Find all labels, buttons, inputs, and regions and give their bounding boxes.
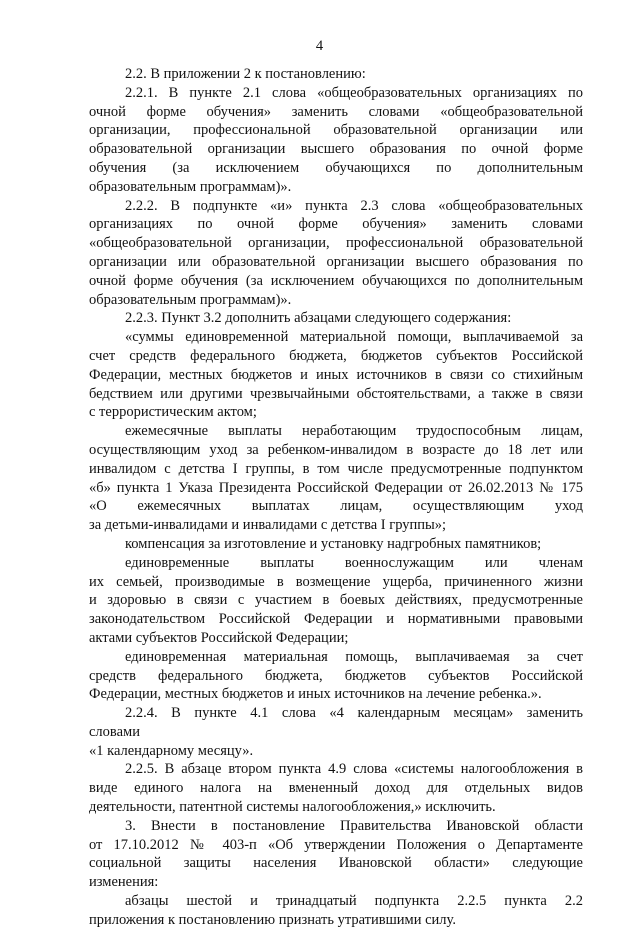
- text-line: 2.2.3. Пункт 3.2 дополнить абзацами следующего содержания:: [125, 310, 512, 327]
- text-line: организациях по очной форме обучения» заменить словами: [89, 216, 583, 233]
- text-line: единовременная материальная помощь, выплачиваемая за счет: [125, 648, 583, 665]
- text-line: очной форме обучения (за исключением обучающихся по дополнительным: [89, 272, 583, 289]
- text-line: изменения:: [89, 874, 159, 891]
- text-line: средств федерального бюджета, бюджетов субъектов Российской: [89, 667, 583, 684]
- text-line: организации, профессиональной образовательной организации или: [89, 122, 583, 139]
- text-line: образовательным программам)».: [89, 291, 292, 308]
- document-body: [89, 65, 583, 930]
- text-line: «суммы единовременной материальной помощи, выплачиваемой за: [125, 329, 583, 346]
- text-line: 2.2.5. В абзаце втором пункта 4.9 слова «системы налогообложения в: [125, 761, 583, 778]
- page-number: 4: [315, 38, 324, 54]
- text-line: Федерации, местных бюджетов и иных источников в связи со стихийным: [89, 366, 583, 383]
- text-line: образовательной организации высшего образования по очной форме: [89, 141, 583, 158]
- text-line: «1 календарному месяцу».: [89, 742, 254, 759]
- text-line: 2.2.1. В пункте 2.1 слова «общеобразовательных организациях по: [125, 84, 583, 101]
- text-line: виде единого налога на вмененный доход для отдельных видов: [89, 780, 583, 797]
- text-line: организации или образовательной организации высшего образования по: [89, 253, 583, 270]
- text-line: 3. Внести в постановление Правительства Ивановской области: [125, 817, 583, 834]
- text-line: счет средств федерального бюджета, бюджетов субъектов Российской: [89, 347, 583, 364]
- text-line: очной форме обучения» заменить словами «общеобразовательной: [89, 103, 583, 120]
- text-line: от 17.10.2012 № 403-п «Об утверждении Положения о Департаменте: [89, 836, 583, 853]
- text-line: компенсация за изготовление и установку надгробных памятников;: [125, 535, 542, 552]
- text-line: ежемесячные выплаты неработающим трудоспособным лицам,: [125, 423, 583, 440]
- text-line: единовременные выплаты военнослужащим или членам: [125, 554, 583, 571]
- text-line: образовательным программам)».: [89, 178, 292, 195]
- text-line: 2.2.4. В пункте 4.1 слова «4 календарным месяцам» заменить: [125, 705, 583, 722]
- text-line: 2.2. В приложении 2 к постановлению:: [125, 66, 366, 82]
- text-line: актами субъектов Российской Федерации;: [89, 629, 349, 646]
- text-line: за детьми-инвалидами и инвалидами с детства I группы»;: [89, 517, 447, 534]
- text-line: деятельности, патентной системы налогообложения,» исключить.: [89, 799, 496, 816]
- text-line: 2.2.2. В подпункте «и» пункта 2.3 слова «общеобразовательных: [125, 197, 583, 214]
- text-line: их семьей, производимые в возмещение ущерба, причиненного жизни: [89, 573, 583, 590]
- text-line: Федерации, местных бюджетов и иных источников на лечение ребенка.».: [89, 686, 542, 703]
- text-line: социальной защиты населения Ивановской области» следующие: [89, 855, 583, 872]
- text-line: приложения к постановлению признать утратившими силу.: [89, 911, 456, 928]
- text-line: обучения (за исключением обучающихся по дополнительным: [89, 159, 583, 176]
- text-line: словами: [89, 723, 140, 740]
- text-line: инвалидом с детства I группы, в том числе предусмотренные подпунктом: [89, 460, 583, 477]
- text-line: «О ежемесячных выплатах лицам, осуществляющим уход: [89, 498, 583, 515]
- text-line: и здоровью в связи с участием в боевых действиях, предусмотренные: [89, 592, 583, 609]
- text-line: осуществляющим уход за ребенком-инвалидом в возрасте до 18 лет или: [89, 441, 583, 458]
- text-line: бедствием или другими чрезвычайными обстоятельствами, а также в связи: [89, 385, 583, 402]
- text-line: с террористическим актом;: [89, 404, 257, 421]
- text-line: законодательством Российской Федерации и нормативными правовыми: [89, 611, 583, 628]
- text-line: «общеобразовательной организации, профессиональной образовательной: [89, 235, 583, 252]
- text-line: абзацы шестой и тринадцатый подпункта 2.2.5 пункта 2.2: [125, 893, 583, 910]
- text-line: «б» пункта 1 Указа Президента Российской Федерации от 26.02.2013 № 175: [89, 479, 583, 496]
